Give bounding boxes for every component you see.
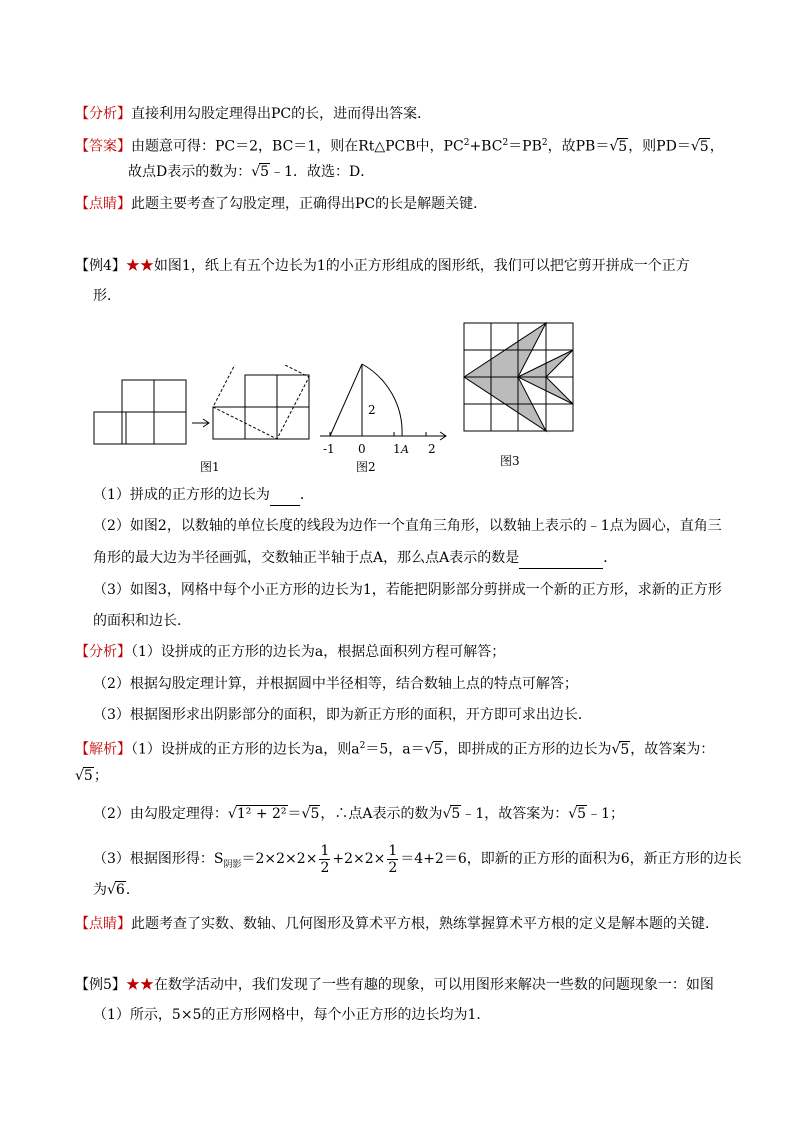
analysis-tag: 【分析】 [75, 106, 131, 122]
example-5-line-1 [75, 975, 714, 995]
fraction-numerator: 1 [388, 842, 398, 859]
sqrt-symbol: √ [107, 882, 116, 898]
solution-text: ； [93, 768, 108, 784]
solution-text: ． [125, 882, 140, 898]
radicand: 5 [699, 138, 709, 155]
fig1-square [213, 407, 245, 439]
fig1-square [245, 407, 277, 439]
tip-tag: 【点睛】 [75, 916, 131, 932]
question-1 [93, 485, 314, 506]
fraction-denominator: 2 [388, 859, 398, 876]
sqrt-symbol: √ [609, 138, 619, 155]
fig1-square [245, 375, 277, 407]
answer-blank [519, 548, 603, 569]
answer-text: 故点D表示的数为： [128, 164, 252, 180]
tick-label: -1 [323, 442, 335, 456]
dashed-square [213, 365, 309, 439]
figure-2-caption: 图2 [356, 460, 376, 474]
subscript: 阴影 [223, 859, 242, 870]
question-text: 角形的最大边为半径画弧，交数轴正半轴于点A，那么点A表示的数是 [93, 550, 520, 566]
analysis-line [75, 104, 431, 124]
solution-text: ＝2×2×2× [241, 851, 318, 867]
question-2-line-1 [93, 516, 722, 536]
radicand: 5 [618, 138, 628, 155]
radicand: 5 [451, 806, 461, 822]
tip-text: 此题主要考查了勾股定理，正确得出PC的长是解题关键． [131, 196, 488, 212]
solution-text: （1）设拼成的正方形的边长为a，则a [131, 741, 360, 758]
tip-line [75, 194, 487, 214]
answer-text: ﹣1．故选：D． [270, 164, 375, 180]
difficulty-stars: ★★ [125, 258, 154, 274]
sqrt-symbol: √ [251, 164, 261, 180]
triangle-hypotenuse [330, 364, 362, 436]
radicand: 5 [310, 806, 320, 822]
analysis-text: （2）根据勾股定理计算，并根据圆中半径相等，结合数轴上点的特点可解答； [93, 676, 578, 692]
analysis-tag: 【分析】 [75, 644, 131, 660]
radicand: 6 [115, 882, 125, 898]
fraction [319, 843, 330, 876]
fig1-square [154, 380, 186, 412]
solution-tag: 【解析】 [75, 741, 131, 758]
question-text: （3）如图3，网格中每个小正方形的边长为1，若能把阴影部分剪拼成一个新的正方形，求新的正方形 [93, 582, 722, 598]
solution-text: ﹣1； [587, 806, 625, 822]
answer-line-1 [75, 133, 724, 157]
solution-text: ，故答案为： [630, 741, 715, 758]
answer-text: ， [709, 138, 724, 155]
solution-line-4 [93, 842, 742, 882]
solution-line-5 [93, 880, 140, 900]
superscript: 2 [359, 741, 366, 751]
answer-text: ，则PD＝ [628, 138, 691, 155]
solution-line-3 [93, 804, 624, 824]
fraction [387, 843, 398, 876]
sqrt-symbol: √ [301, 806, 311, 822]
example-text: 在数学活动中，我们发现了一些有趣的现象，可以用图形来解决一些数的问题现象一：如图 [153, 977, 714, 993]
example-text: 形． [93, 288, 121, 304]
solution-text: +2×2× [332, 851, 386, 867]
example-5-line-2 [93, 1005, 490, 1025]
sqrt-symbol: √ [568, 806, 578, 822]
fraction-numerator: 1 [320, 842, 330, 859]
fig1-square [277, 407, 309, 439]
answer-text: ，故PB＝ [547, 138, 610, 155]
tip-text: 此题考查了实数、数轴、几何图形及算术平方根，熟练掌握算术平方根的定义是解本题的关键． [131, 916, 719, 932]
question-text: ． [603, 550, 618, 566]
sqrt-symbol: √ [611, 741, 621, 758]
example-4-line-2 [93, 286, 121, 306]
example-text: （1）所示，5×5的正方形网格中，每个小正方形的边长均为1． [93, 1007, 491, 1023]
tip-2-line [75, 914, 719, 934]
arc [362, 364, 402, 436]
solution-text: ﹣1，故答案为： [461, 806, 569, 822]
point-label: A [401, 443, 409, 456]
solution-text: ＝ [287, 806, 302, 822]
fig1-square [94, 412, 126, 444]
height-label: 2 [368, 403, 376, 417]
example-text: 如图1，纸上有五个边长为1的小正方形组成的图形纸，我们可以把它剪开拼成一个正方 [153, 258, 690, 274]
sqrt-symbol: √ [690, 138, 700, 155]
analysis-text: （1）设拼成的正方形的边长为a，根据总面积列方程可解答； [131, 644, 506, 660]
example-tag: 【例5】 [75, 977, 126, 993]
fig1-square [122, 412, 154, 444]
answer-tag: 【答案】 [75, 138, 131, 155]
solution-text: （3）根据图形得：S [93, 851, 224, 867]
answer-text: +BC [469, 138, 503, 155]
sqrt-symbol: √ [442, 806, 452, 822]
question-3-line-1 [93, 580, 722, 600]
radicand: 5 [433, 741, 443, 758]
solution-line-1 [75, 736, 714, 760]
tick-label: 2 [428, 442, 436, 456]
question-2-line-2 [93, 548, 617, 569]
answer-blank [270, 485, 300, 506]
fig1-square [277, 375, 309, 407]
analysis-2-line-1 [75, 642, 505, 662]
radicand: 5 [260, 164, 270, 180]
solution-text: ，∴点A表示的数为 [320, 806, 443, 822]
radicand: 1² + 2² [236, 806, 287, 822]
solution-text: 为 [93, 882, 107, 898]
solution-line-2 [75, 766, 108, 786]
difficulty-stars: ★★ [125, 977, 154, 993]
fig1-square [122, 380, 154, 412]
fig1-square [154, 412, 186, 444]
analysis-2-line-2 [93, 674, 578, 694]
solution-text: ＝4+2＝6，即新的正方形的面积为6，新正方形的边长 [400, 851, 742, 867]
figure-3 [463, 322, 575, 434]
sqrt-symbol: √ [424, 741, 434, 758]
answer-text: 由题意可得：PC＝2，BC＝1，则在Rt△PCB中，PC [131, 138, 464, 155]
example-tag: 【例4】 [75, 258, 126, 274]
answer-text: ＝PB [508, 138, 542, 155]
question-text: （1）拼成的正方形的边长为 [93, 487, 270, 503]
solution-text: ＝5，a＝ [365, 741, 425, 758]
sqrt-symbol: √ [227, 806, 237, 822]
question-3-line-2 [93, 611, 191, 631]
radicand: 5 [83, 768, 93, 784]
answer-line-2 [128, 162, 374, 182]
superscript: 2 [502, 138, 509, 148]
tick-label: 1 [393, 442, 401, 456]
solution-text: （2）由勾股定理得： [93, 806, 228, 822]
superscript: 2 [463, 138, 470, 148]
fraction-denominator: 2 [320, 859, 330, 876]
question-text: （2）如图2，以数轴的单位长度的线段为边作一个直角三角形，以数轴上表示的﹣1点为圆心，直角三 [93, 518, 722, 534]
question-text: 的面积和边长． [93, 613, 191, 629]
analysis-text: （3）根据图形求出阴影部分的面积，即为新正方形的面积，开方即可求出边长． [93, 707, 592, 723]
figure-3-caption: 图3 [500, 454, 520, 468]
radicand: 5 [577, 806, 587, 822]
tip-tag: 【点睛】 [75, 196, 131, 212]
tick-label: 0 [358, 442, 366, 456]
sqrt-symbol: √ [75, 768, 84, 784]
figure-1-caption: 图1 [200, 460, 220, 474]
analysis-2-line-3 [93, 705, 592, 725]
example-4-line-1 [75, 256, 690, 276]
figure-1 [90, 365, 320, 451]
analysis-text: 直接利用勾股定理得出PC的长，进而得出答案． [131, 106, 432, 122]
solution-text: ，即拼成的正方形的边长为 [443, 741, 612, 758]
question-text: ． [299, 487, 314, 503]
radicand: 5 [620, 741, 630, 758]
figure-2 [318, 360, 458, 460]
superscript: 2 [541, 138, 548, 148]
